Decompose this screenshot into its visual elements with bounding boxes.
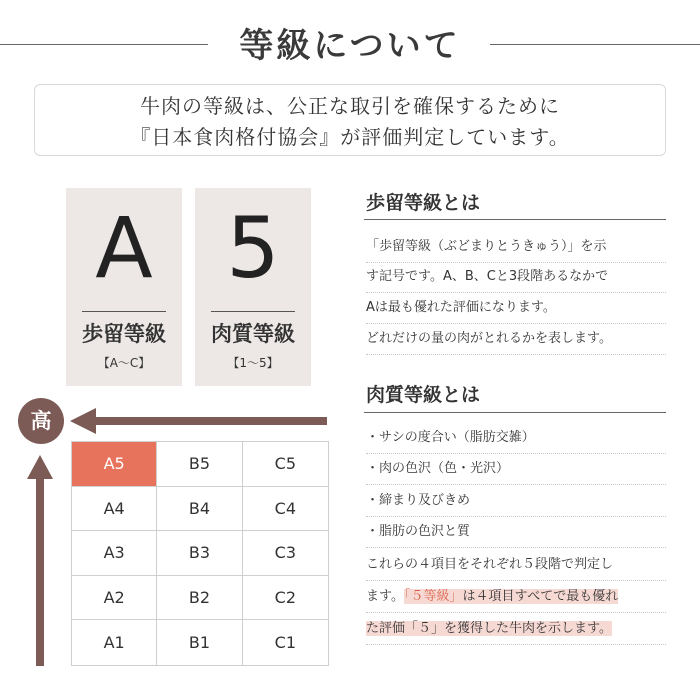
quality-line-3 [366, 615, 666, 645]
quality-grade-box [195, 188, 311, 386]
quality-line-2 [366, 583, 666, 613]
grade-cell-a1: A1 [72, 620, 157, 665]
quality-bullet-1: ・サシの度合い（脂肪交雑） [366, 424, 666, 454]
yield-grade-name: 歩留等級 [82, 322, 166, 346]
grade-cell-c2: C2 [243, 576, 328, 621]
quality-grade-rule [211, 311, 295, 312]
grade-cell-b2: B2 [157, 576, 242, 621]
grade-cell-a4: A4 [72, 487, 157, 532]
page-title: 等級について [239, 26, 461, 66]
grade-cell-b5: B5 [157, 442, 242, 487]
vertical-arrow-shaft [36, 476, 44, 666]
quality-bullet-2: ・肉の色沢（色・光沢） [366, 455, 666, 485]
yield-section-rule [364, 219, 666, 220]
yield-line-3: Aは最も優れた評価になります。 [366, 294, 666, 324]
quality-grade-name: 肉質等級 [211, 322, 295, 346]
intro-line-2: 『日本食肉格付協会』が評価判定しています。 [130, 125, 570, 149]
grade-cell-c3: C3 [243, 531, 328, 576]
horizontal-arrow-shaft [95, 417, 327, 425]
quality-line-2-accent: 「５等級」 [403, 589, 463, 604]
grade-cell-b1: B1 [157, 620, 242, 665]
intro-box [34, 84, 666, 156]
quality-section-rule [364, 412, 666, 413]
grade-cell-a3: A3 [72, 531, 157, 576]
yield-grade-letter: A [95, 199, 153, 297]
quality-line-1: これらの４項目をそれぞれ５段階で判定し [366, 551, 666, 581]
grade-cell-b4: B4 [157, 487, 242, 532]
quality-line-2-post: は４項目すべてで最も優れ [462, 589, 619, 604]
yield-grade-rule [82, 311, 166, 312]
yield-grade-range: 【A～C】 [97, 356, 151, 370]
up-arrow-icon [27, 455, 53, 479]
quality-grade-letter: 5 [226, 199, 280, 297]
grade-cell-a2: A2 [72, 576, 157, 621]
grade-cell-c5: C5 [243, 442, 328, 487]
quality-section-heading: 肉質等級とは [366, 384, 481, 406]
quality-grade-range: 【1～5】 [227, 356, 279, 370]
left-arrow-icon [70, 408, 96, 434]
yield-line-1: 「歩留等級（ぶどまりとうきゅう）」を示 [366, 233, 666, 263]
yield-section-heading: 歩留等級とは [366, 192, 481, 214]
intro-line-1: 牛肉の等級は、公正な取引を確保するために [140, 94, 560, 118]
grade-cell-a5: A5 [72, 442, 157, 487]
quality-line-3-text: た評価「５」を獲得した牛肉を示します。 [366, 621, 612, 636]
grade-cell-b3: B3 [157, 531, 242, 576]
quality-line-2-pre: ます。 [366, 589, 404, 604]
quality-bullet-4: ・脂肪の色沢と質 [366, 518, 666, 548]
grade-grid [71, 441, 329, 666]
grade-cell-c4: C4 [243, 487, 328, 532]
quality-bullet-3: ・締まり及びきめ [366, 487, 666, 517]
yield-line-2: す記号です。A、B、Cと3段階あるなかで [366, 263, 666, 293]
grade-cell-c1: C1 [274, 633, 296, 653]
yield-line-4: どれだけの量の肉がとれるかを表します。 [366, 325, 666, 355]
high-badge: 高 [18, 398, 64, 444]
yield-grade-box [66, 188, 182, 386]
